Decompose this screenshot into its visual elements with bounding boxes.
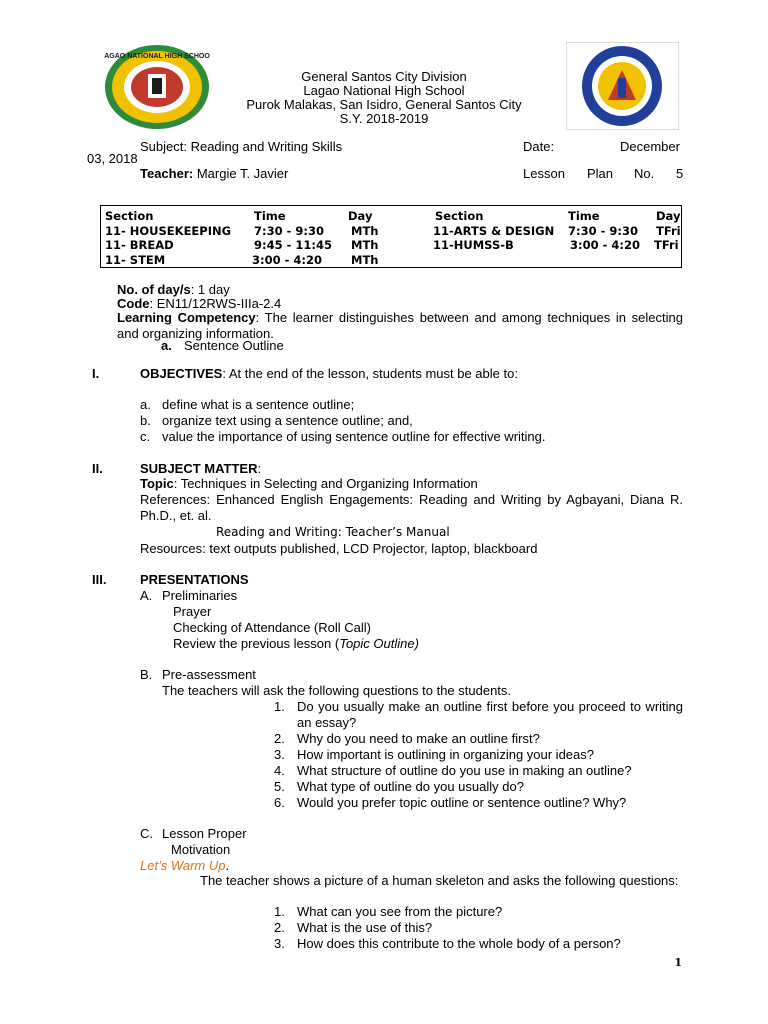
question-text: What structure of outline do you use in making an outline? bbox=[297, 763, 632, 778]
schedule-cell: 11-HUMSS-B bbox=[433, 238, 514, 252]
lesson-number: 5 bbox=[676, 166, 684, 181]
objective-text: value the importance of using sentence outline for effective writing. bbox=[162, 429, 546, 444]
teachers-manual: Reading and Writing: Teacher’s Manual bbox=[216, 525, 450, 539]
teacher-name: Margie T. Javier bbox=[193, 166, 289, 181]
sub-a-letter: a. bbox=[161, 338, 172, 353]
skeleton-paragraph: The teacher shows a picture of a human skeleton and asks the following questions: bbox=[200, 873, 679, 888]
logo-lettering: LAGAO NATIONAL HIGH SCHOOL bbox=[104, 53, 210, 60]
schedule-cell: 11- BREAD bbox=[105, 238, 174, 252]
objective-text: organize text using a sentence outline; and, bbox=[162, 413, 413, 428]
objective-letter: b. bbox=[140, 413, 151, 428]
subject-matter-colon: : bbox=[257, 461, 262, 476]
question-number: 2. bbox=[274, 731, 285, 746]
objective-letter: c. bbox=[140, 429, 151, 444]
question-number: 1. bbox=[274, 699, 285, 714]
resources-line: Resources: text outputs published, LCD Projector, laptop, blackboard bbox=[140, 541, 538, 556]
school-address: Purok Malakas, San Isidro, General Santos City bbox=[246, 97, 522, 112]
schedule-header: Time bbox=[568, 209, 600, 223]
schedule-table bbox=[100, 205, 682, 268]
schedule-cell: TFri bbox=[654, 238, 679, 252]
schedule-cell: 11-ARTS & DESIGN bbox=[433, 224, 555, 238]
part-a-title: Preliminaries bbox=[162, 588, 238, 603]
page-number: 1 bbox=[674, 956, 682, 969]
schedule-cell: MTh bbox=[351, 238, 379, 252]
schedule-cell: MTh bbox=[351, 253, 379, 267]
question-text: How important is outlining in organizing your ideas? bbox=[297, 747, 594, 762]
school-logo bbox=[104, 44, 210, 130]
division-name: General Santos City Division bbox=[301, 69, 467, 84]
part-a-label: A. bbox=[140, 588, 153, 603]
objective-text: define what is a sentence outline; bbox=[162, 397, 355, 412]
days-label: No. of day/s bbox=[117, 282, 191, 297]
presentations-title: PRESENTATIONS bbox=[140, 572, 249, 587]
subject-matter-numeral: II. bbox=[92, 461, 103, 476]
objectives-title: OBJECTIVES bbox=[140, 366, 223, 381]
preliminary-item: Prayer bbox=[173, 604, 212, 619]
schedule-cell: 11- STEM bbox=[105, 253, 166, 267]
question-number: 4. bbox=[274, 763, 285, 778]
objectives-heading bbox=[140, 366, 518, 382]
lesson-label: Lesson bbox=[523, 166, 565, 181]
no-label: No. bbox=[634, 166, 655, 181]
question-text: Would you prefer topic outline or sentence outline? Why? bbox=[297, 795, 627, 810]
deped-logo bbox=[566, 42, 679, 130]
part-b-intro: The teachers will ask the following questions to the students. bbox=[162, 683, 512, 698]
question-number: 2. bbox=[274, 920, 285, 935]
schedule-cell: 7:30 - 9:30 bbox=[254, 224, 324, 238]
part-c-title: Lesson Proper bbox=[162, 826, 247, 841]
competency-value: : The learner distinguishes between and among techniques in selecting and organizing information. bbox=[117, 310, 683, 341]
code-label: Code bbox=[117, 296, 150, 311]
question-text: How does this contribute to the whole body of a person? bbox=[297, 936, 621, 951]
references-paragraph: References: Enhanced English Engagements: Reading and Writing by Agbayani, Diana R. Ph.D., et. al. bbox=[140, 492, 683, 523]
date-value-day-year: 03, 2018 bbox=[87, 151, 138, 166]
subject-matter-heading bbox=[140, 461, 261, 477]
schedule-cell: MTh bbox=[351, 224, 379, 238]
schedule-header: Day bbox=[656, 209, 681, 223]
review-italic: Topic Outline) bbox=[339, 636, 419, 651]
topic-value: : Techniques in Selecting and Organizing Information bbox=[173, 476, 478, 491]
topic-label: Topic bbox=[140, 476, 174, 491]
warm-up-title: Let’s Warm Up bbox=[140, 858, 226, 873]
schedule-header: Day bbox=[348, 209, 373, 223]
objectives-intro: : At the end of the lesson, students must be able to: bbox=[222, 366, 518, 381]
question-text: What can you see from the picture? bbox=[297, 904, 503, 919]
question-number: 5. bbox=[274, 779, 285, 794]
part-c-label: C. bbox=[140, 826, 153, 841]
part-b-title: Pre-assessment bbox=[162, 667, 256, 682]
school-year: S.Y. 2018-2019 bbox=[339, 111, 429, 126]
schedule-cell: 3:00 - 4:20 bbox=[252, 253, 322, 267]
topic-line bbox=[140, 476, 478, 492]
question-text: Why do you need to make an outline first? bbox=[297, 731, 540, 746]
subject-line: Subject: Reading and Writing Skills bbox=[140, 139, 343, 154]
date-label: Date: bbox=[523, 139, 555, 154]
preliminary-item: Checking of Attendance (Roll Call) bbox=[173, 620, 371, 635]
plan-label: Plan bbox=[587, 166, 614, 181]
warm-up-dot: . bbox=[225, 858, 230, 873]
question-number: 6. bbox=[274, 795, 285, 810]
preliminary-review bbox=[173, 636, 419, 652]
part-b-label: B. bbox=[140, 667, 153, 682]
code-value: : EN11/12RWS-IIIa-2.4 bbox=[149, 296, 282, 311]
teacher-label: Teacher: bbox=[140, 166, 194, 181]
subject-matter-title: SUBJECT MATTER bbox=[140, 461, 258, 476]
question-number: 3. bbox=[274, 936, 285, 951]
schedule-cell: 7:30 - 9:30 bbox=[568, 224, 638, 238]
motivation-label: Motivation bbox=[171, 842, 231, 857]
schedule-header: Section bbox=[435, 209, 484, 223]
schedule-cell: 11- HOUSEKEEPING bbox=[105, 224, 232, 238]
question-text: What type of outline do you usually do? bbox=[297, 779, 524, 794]
schedule-header: Time bbox=[254, 209, 286, 223]
schedule-cell: TFri bbox=[656, 224, 681, 238]
review-text: Review the previous lesson ( bbox=[173, 636, 340, 651]
schedule-header: Section bbox=[105, 209, 154, 223]
date-value-month: December bbox=[620, 139, 680, 154]
objectives-numeral: I. bbox=[92, 366, 100, 381]
presentations-numeral: III. bbox=[92, 572, 107, 587]
objective-letter: a. bbox=[140, 397, 151, 412]
teacher-line bbox=[140, 166, 288, 182]
sub-a-text: Sentence Outline bbox=[184, 338, 284, 353]
warm-up-line bbox=[140, 858, 229, 874]
question-text: What is the use of this? bbox=[297, 920, 433, 935]
days-value: : 1 day bbox=[190, 282, 230, 297]
schedule-cell: 3:00 - 4:20 bbox=[570, 238, 640, 252]
question-number: 1. bbox=[274, 904, 285, 919]
competency-label: Learning Competency bbox=[117, 310, 256, 325]
question-text: Do you usually make an outline first before you proceed to writing an essay? bbox=[297, 699, 683, 730]
schedule-cell: 9:45 - 11:45 bbox=[254, 238, 332, 252]
question-number: 3. bbox=[274, 747, 285, 762]
school-name: Lagao National High School bbox=[303, 83, 465, 98]
